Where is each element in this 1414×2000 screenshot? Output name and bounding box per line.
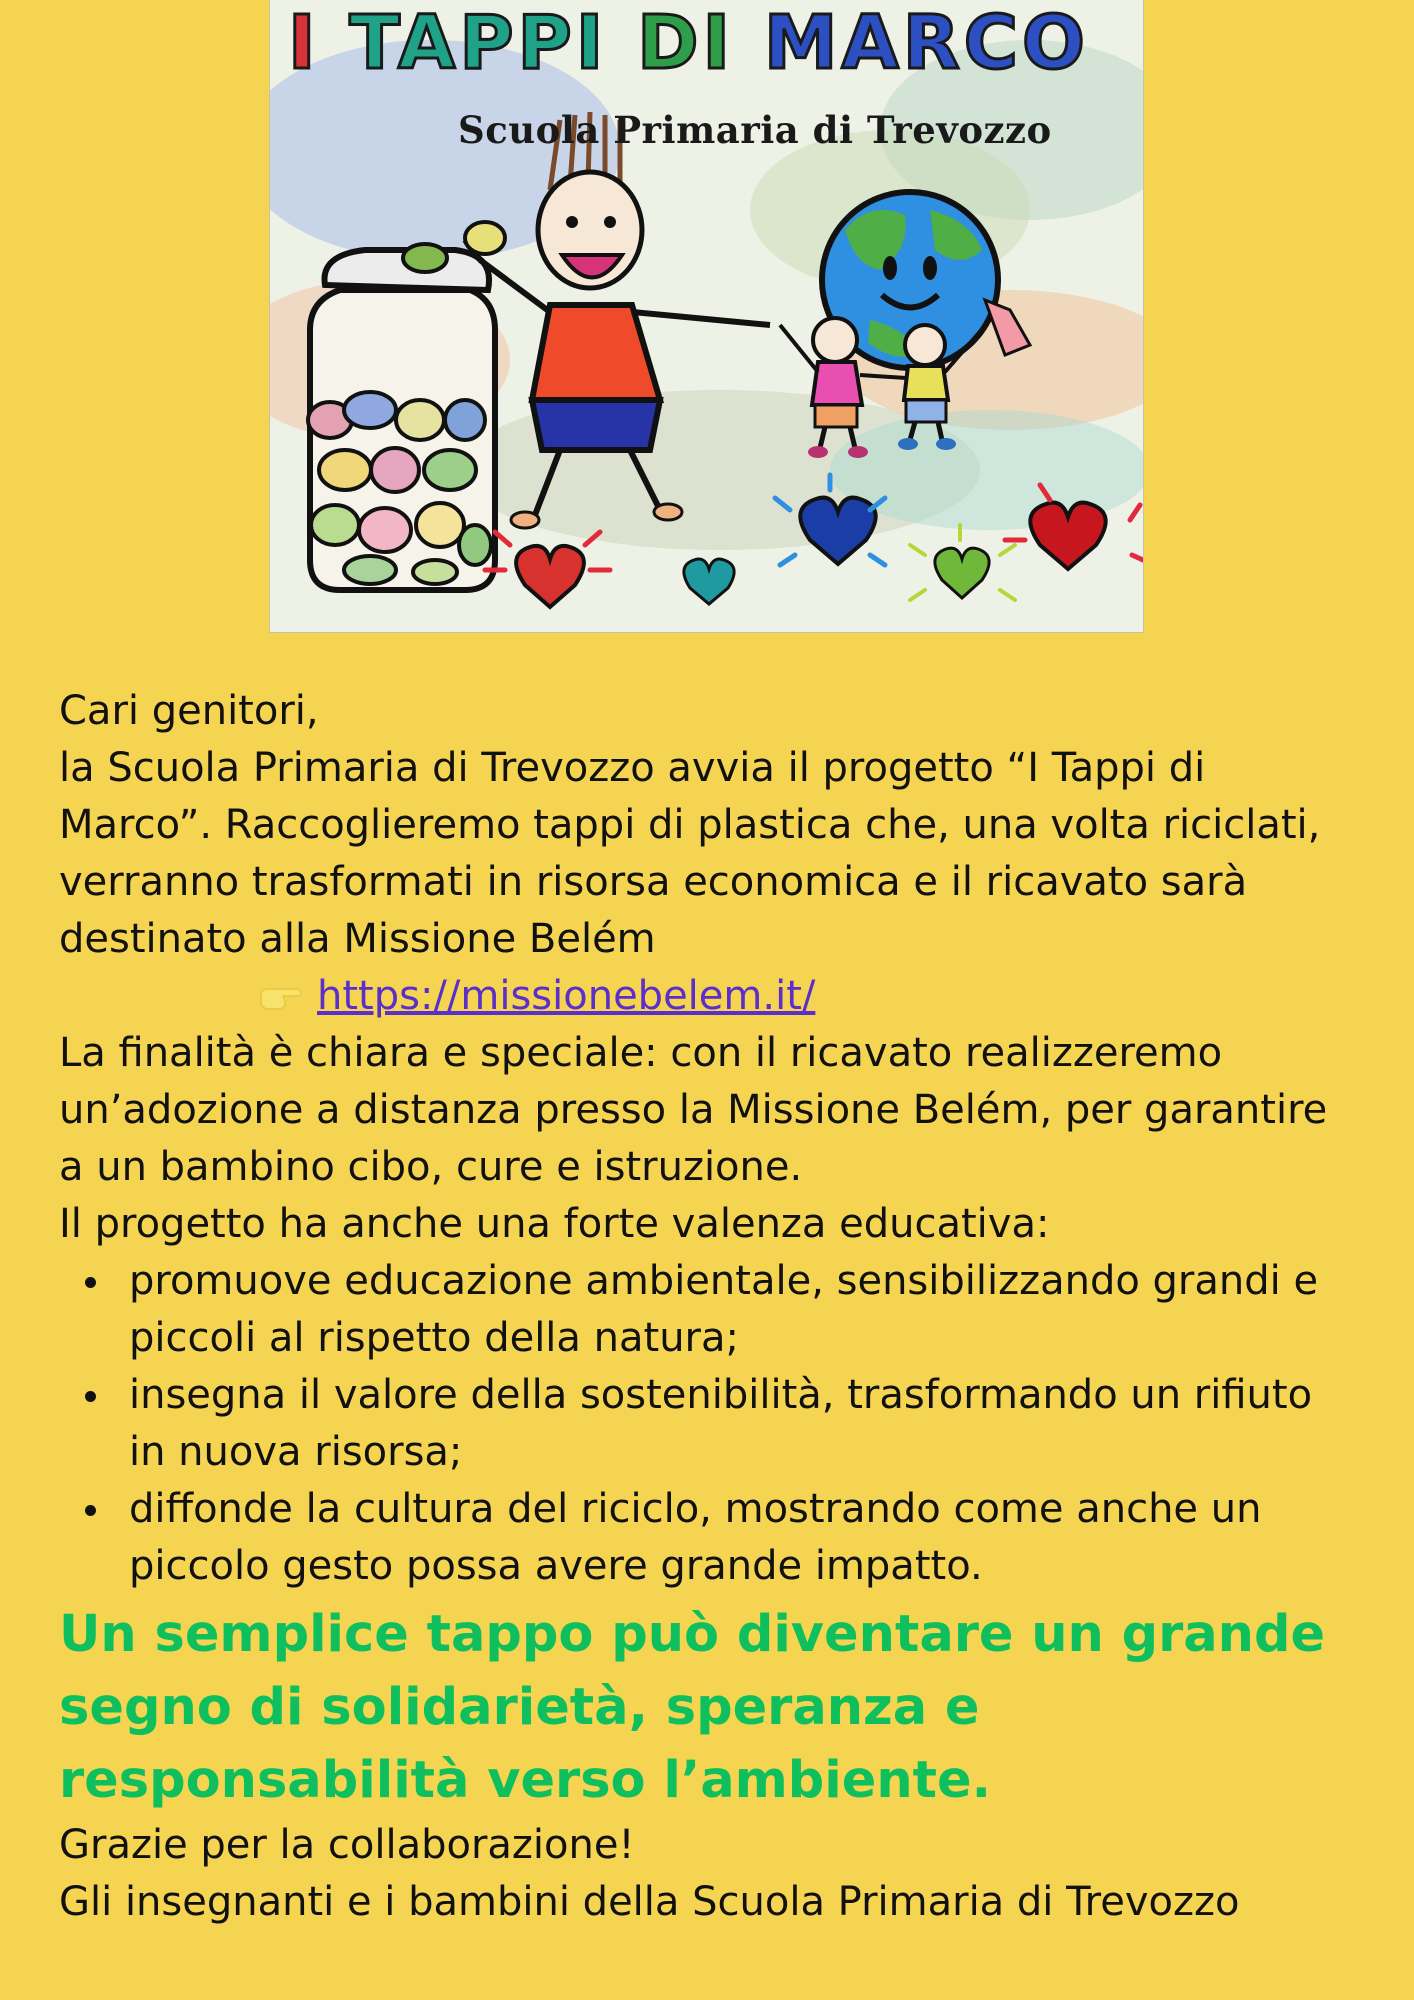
bullet-icon bbox=[85, 1277, 96, 1288]
greeting: Cari genitori, bbox=[59, 688, 319, 734]
bullet-text: insegna il valore della sostenibilità, trasformando un rifiuto in nuova risorsa; bbox=[129, 1372, 1313, 1475]
bullet-icon bbox=[85, 1391, 96, 1402]
bullet-text: diffonde la cultura del riciclo, mostrando come anche un piccolo gesto possa avere grande impatto. bbox=[129, 1486, 1262, 1589]
parent-letter bbox=[59, 683, 1359, 1931]
title-word-3: DI bbox=[637, 0, 735, 86]
title-word-2: TAPPI bbox=[349, 0, 608, 86]
education-intro: Il progetto ha anche una forte valenza educativa: bbox=[59, 1201, 1050, 1247]
caps-jar-drawing bbox=[308, 244, 495, 590]
list-item bbox=[129, 1367, 1359, 1481]
drawing-illustration bbox=[270, 0, 1143, 632]
list-item bbox=[129, 1253, 1359, 1367]
missione-belem-link[interactable]: https://missionebelem.it/ bbox=[317, 973, 816, 1019]
drawing-subtitle: Scuola Primaria di Trevozzo bbox=[458, 108, 1052, 152]
website-link-line bbox=[59, 968, 1359, 1025]
education-bullet-list bbox=[59, 1253, 1359, 1595]
bullet-icon bbox=[85, 1505, 96, 1516]
project-drawing bbox=[270, 0, 1143, 632]
list-item bbox=[129, 1481, 1359, 1595]
title-word-1: I bbox=[288, 0, 320, 86]
signature-text: Gli insegnanti e i bambini della Scuola Primaria di Trevozzo bbox=[59, 1879, 1240, 1925]
slogan-text: Un semplice tappo può diventare un grande segno di solidarietà, speranza e responsabilità verso l’ambiente. bbox=[59, 1605, 1326, 1810]
bullet-text: promuove educazione ambientale, sensibilizzando grandi e piccoli al rispetto della natura; bbox=[129, 1258, 1319, 1361]
title-word-4: MARCO bbox=[763, 0, 1089, 86]
purpose-paragraph: La finalità è chiara e speciale: con il ricavato realizzeremo un’adozione a distanza presso la Missione Belém, per garantire a un bambino cibo, cure e istruzione. bbox=[59, 1030, 1328, 1190]
intro-paragraph: la Scuola Primaria di Trevozzo avvia il progetto “I Tappi di Marco”. Raccoglieremo tappi di plastica che, una volta riciclati, verranno trasformati in risorsa economica e il ricavato sarà destinato alla Missione Belém bbox=[59, 745, 1321, 962]
thanks-text: Grazie per la collaborazione! bbox=[59, 1822, 635, 1868]
pointing-hand-icon bbox=[259, 983, 303, 1013]
drawing-title bbox=[288, 0, 1089, 86]
